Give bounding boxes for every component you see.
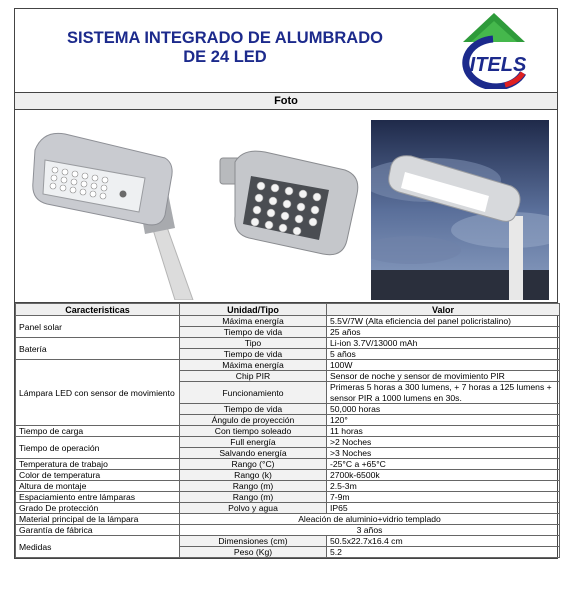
row-unit: Chip PIR — [180, 371, 327, 382]
row-unit: Tiempo de vida — [180, 327, 327, 338]
row-value: Primeras 5 horas a 300 lumens, + 7 horas a 125 lumens + sensor PIR a 1000 lumens en 30s. — [327, 382, 560, 404]
row-value: 5 años — [327, 349, 560, 360]
row-value: 120° — [327, 415, 560, 426]
row-label: Medidas — [16, 536, 180, 558]
row-value: IP65 — [327, 503, 560, 514]
table-row — [16, 481, 560, 492]
row-value: 3 años — [180, 525, 560, 536]
row-value: 50.5x22.7x16.4 cm — [327, 536, 560, 547]
row-value: 5.5V/7W (Alta eficiencia del panel policristalino) — [327, 316, 560, 327]
logo-text: ITELS — [469, 54, 527, 76]
row-unit: Funcionamiento — [180, 382, 327, 404]
spec-table — [15, 303, 560, 558]
row-value: 25 años — [327, 327, 560, 338]
table-row — [16, 525, 560, 536]
page-title: SISTEMA INTEGRADO DE ALUMBRADO DE 24 LED — [67, 29, 383, 66]
row-label: Tiempo de carga — [16, 426, 180, 437]
row-label: Temperatura de trabajo — [16, 459, 180, 470]
spec-sheet — [14, 8, 558, 559]
table-row — [16, 426, 560, 437]
row-label: Panel solar — [16, 316, 180, 338]
table-row — [16, 316, 560, 327]
row-value: 7-9m — [327, 492, 560, 503]
row-label: Material principal de la lámpara — [16, 514, 180, 525]
row-unit: Tiempo de vida — [180, 349, 327, 360]
table-row — [16, 536, 560, 547]
row-unit: Tiempo de vida — [180, 404, 327, 415]
row-unit: Rango (°C) — [180, 459, 327, 470]
col-header-caracteristicas: Caracteristicas — [16, 304, 180, 316]
header — [15, 9, 557, 93]
row-value: -25°C a +65°C — [327, 459, 560, 470]
row-label: Color de temperatura — [16, 470, 180, 481]
row-unit: Máxima energía — [180, 316, 327, 327]
row-label: Garantía de fábrica — [16, 525, 180, 536]
row-unit: Polvo y agua — [180, 503, 327, 514]
row-value: 11 horas — [327, 426, 560, 437]
row-label: Tiempo de operación — [16, 437, 180, 459]
row-unit: Rango (m) — [180, 481, 327, 492]
col-header-valor: Valor — [327, 304, 560, 316]
row-label: Grado De protección — [16, 503, 180, 514]
row-unit: Full energía — [180, 437, 327, 448]
photo-strip — [15, 110, 557, 303]
table-row — [16, 514, 560, 525]
table-row — [16, 437, 560, 448]
table-row — [16, 360, 560, 371]
table-header-row — [16, 304, 560, 316]
row-unit: Rango (k) — [180, 470, 327, 481]
row-unit: Ángulo de proyección — [180, 415, 327, 426]
row-value: Li-ion 3.7V/13000 mAh — [327, 338, 560, 349]
row-value: 2700k-6500k — [327, 470, 560, 481]
foto-label: Foto — [15, 93, 557, 110]
row-value: Sensor de noche y sensor de movimiento PIR — [327, 371, 560, 382]
lamp-photo-front — [215, 140, 365, 270]
table-row — [16, 470, 560, 481]
row-value: >2 Noches — [327, 437, 560, 448]
row-label: Lámpara LED con sensor de movimiento — [16, 360, 180, 426]
row-value: 5.2 — [327, 547, 560, 558]
row-unit: Peso (Kg) — [180, 547, 327, 558]
row-unit: Máxima energía — [180, 360, 327, 371]
row-unit: Con tiempo soleado — [180, 426, 327, 437]
row-value: 50,000 horas — [327, 404, 560, 415]
row-value: 2.5-3m — [327, 481, 560, 492]
table-row — [16, 492, 560, 503]
row-value: 100W — [327, 360, 560, 371]
table-row — [16, 338, 560, 349]
row-unit: Salvando energía — [180, 448, 327, 459]
row-unit: Dimensiones (cm) — [180, 536, 327, 547]
row-value: Aleación de aluminio+vidrio templado — [180, 514, 560, 525]
row-label: Altura de montaje — [16, 481, 180, 492]
table-row — [16, 459, 560, 470]
row-value: >3 Noches — [327, 448, 560, 459]
lamp-photo-night — [371, 120, 549, 300]
row-label: Espaciamiento entre lámparas — [16, 492, 180, 503]
col-header-unidad: Unidad/Tipo — [180, 304, 327, 316]
lamp-photo-side — [25, 120, 195, 300]
row-label: Batería — [16, 338, 180, 360]
row-unit: Rango (m) — [180, 492, 327, 503]
row-unit: Tipo — [180, 338, 327, 349]
table-row — [16, 503, 560, 514]
itels-logo — [453, 9, 535, 89]
